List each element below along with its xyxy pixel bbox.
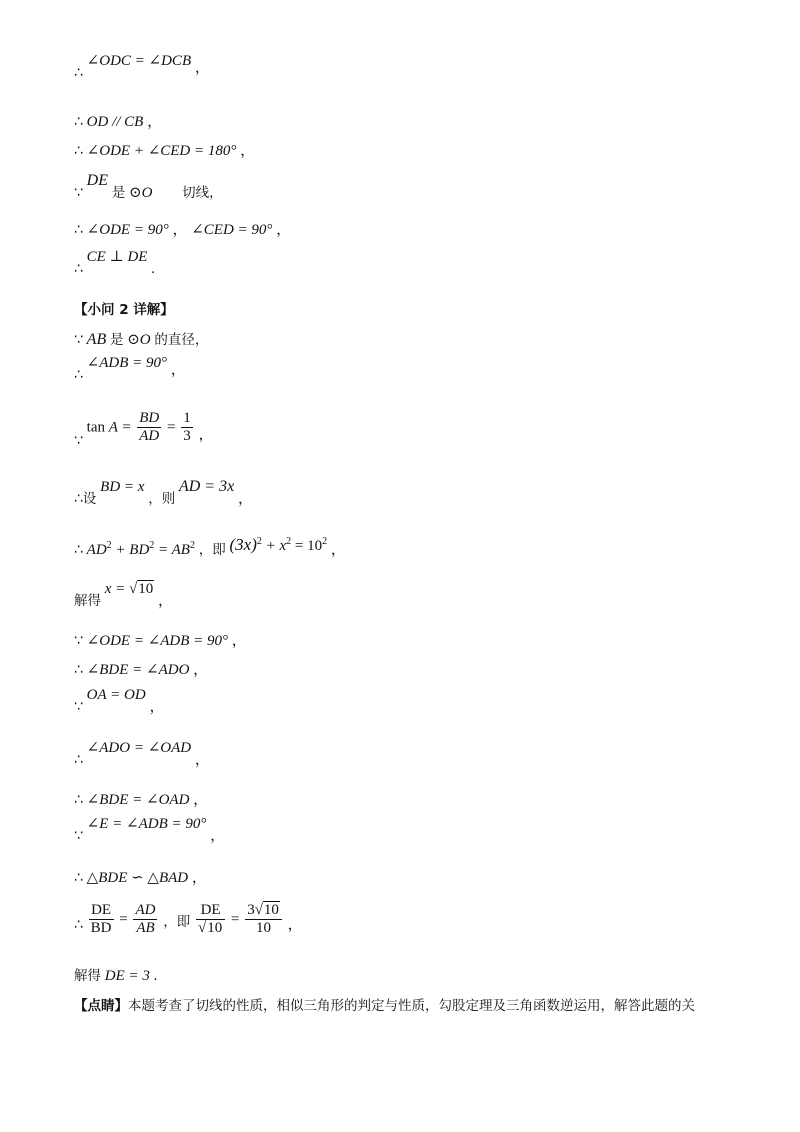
equals: = (119, 911, 128, 928)
equation: ∠E = ∠ADB = 90° (86, 816, 207, 832)
text: ，即 (163, 913, 191, 930)
step-line-1 (74, 53, 210, 81)
denominator: AD (139, 428, 160, 445)
step-line-16 (74, 740, 210, 768)
because-symbol: ∵ (74, 633, 83, 649)
equation-part: (3x) (229, 535, 257, 554)
fraction (181, 410, 193, 446)
numerator: DE (89, 902, 114, 920)
therefore-symbol: ∴ (74, 65, 83, 81)
equation: ∠ODC = ∠DCB (86, 53, 192, 69)
fraction (133, 902, 157, 938)
step-line-18 (74, 816, 226, 844)
equals: = (230, 911, 240, 928)
text: ，则 (148, 491, 176, 507)
step-line-7 (74, 330, 208, 350)
commentary-text: 本题考查了切线的性质，相似三角形的判定与性质，勾股定理及三角函数逆运用，解答此题的关 (128, 998, 695, 1014)
step-line-17 (74, 790, 208, 810)
tan-function: tan (86, 419, 105, 436)
step-line-15 (74, 687, 165, 715)
text: 设 (82, 491, 97, 507)
equation: ∠BDE = ∠OAD (86, 792, 190, 808)
step-line-3 (74, 141, 255, 161)
punctuation: ， (276, 222, 292, 238)
exponent: 2 (322, 536, 328, 547)
radicand: 10 (138, 581, 154, 597)
step-line-12 (74, 581, 174, 609)
denominator: √10 (197, 920, 223, 937)
punctuation: ， (330, 542, 346, 558)
commentary (74, 996, 695, 1016)
punctuation: ， (193, 792, 209, 808)
therefore-symbol: ∴ (74, 143, 83, 159)
punctuation: ， (194, 752, 210, 768)
equation-part: = 10 (294, 538, 323, 554)
text: 切线， (182, 185, 223, 201)
therefore-symbol: ∴ (74, 222, 83, 238)
punctuation: ， (149, 699, 165, 715)
coefficient: 3 (247, 902, 255, 918)
exponent: 2 (189, 540, 195, 551)
fraction (245, 902, 282, 938)
circle-o: ⊙O (127, 332, 151, 348)
punctuation: ， (194, 60, 210, 76)
equals: = (167, 419, 176, 436)
equation: ∠ODE = 90° (86, 222, 169, 238)
therefore-symbol: ∴ (74, 792, 83, 808)
section-heading: 【小问 2 详解】 (74, 302, 174, 318)
equation: ∠ADO = ∠OAD (86, 740, 192, 756)
variable: A = (108, 419, 132, 436)
step-line-4 (74, 172, 223, 201)
punctuation: ， (287, 917, 303, 934)
equation: CE ⊥ DE (86, 249, 148, 265)
punctuation: ， (237, 491, 253, 507)
therefore-symbol: ∴ (74, 752, 83, 768)
step-line-6 (74, 249, 155, 277)
exponent: 2 (256, 536, 262, 547)
because-symbol: ∵ (74, 828, 83, 844)
punctuation: ， (231, 633, 247, 649)
fraction (196, 902, 225, 938)
equation: ∠ADB = 90° (86, 355, 168, 371)
numerator: AD (133, 902, 157, 920)
step-line-13 (74, 631, 247, 651)
exponent: 2 (149, 540, 155, 551)
therefore-symbol: ∴ (74, 542, 83, 558)
punctuation: ， (158, 593, 174, 609)
punctuation: ， (198, 427, 214, 444)
equation: AD = 3x (178, 478, 235, 495)
step-line-14 (74, 660, 208, 680)
step-line-5 (74, 220, 291, 240)
punctuation: ， (240, 143, 256, 159)
because-symbol: ∵ (74, 699, 83, 715)
equation: ∠BDE = ∠ADO (86, 662, 190, 678)
text: 解得 (74, 593, 101, 609)
therefore-symbol: ∴ (74, 491, 83, 507)
therefore-symbol: ∴ (74, 870, 83, 886)
step-line-11 (74, 536, 346, 560)
punctuation: . (151, 261, 155, 277)
equation: x = (104, 581, 126, 597)
punctuation: ， (193, 662, 209, 678)
step-line-20 (74, 902, 303, 938)
numerator: 1 (181, 410, 193, 428)
step-line-8 (74, 355, 186, 383)
radicand: 10 (207, 920, 223, 937)
punctuation: . (153, 968, 158, 984)
denominator: 3 (183, 428, 191, 445)
circle-o: ⊙O (129, 185, 153, 201)
numerator: DE (196, 902, 225, 920)
variable: DE (86, 172, 108, 189)
sqrt-expression: √10 (129, 581, 154, 597)
text: ，即 (198, 542, 226, 558)
equation: OD // CB (86, 114, 144, 130)
punctuation: ， (191, 870, 207, 886)
variable: AB (86, 331, 107, 348)
step-line-9 (74, 410, 214, 449)
numerator: 3√10 (245, 902, 282, 920)
punctuation: ， (147, 114, 163, 130)
step-line-2 (74, 112, 162, 132)
therefore-symbol: ∴ (74, 261, 83, 277)
denominator: BD (90, 920, 112, 937)
equation: DE = 3 (104, 968, 150, 984)
because-symbol: ∵ (74, 433, 83, 450)
fraction (137, 410, 161, 446)
because-symbol: ∵ (74, 185, 83, 201)
equation: ∠CED = 90° (191, 222, 273, 238)
equation: ∠ODE + ∠CED = 180° (86, 143, 237, 159)
commentary-label: 【点睛】 (74, 998, 128, 1014)
radicand: 10 (263, 902, 279, 918)
denominator: 10 (256, 920, 272, 937)
therefore-symbol: ∴ (74, 917, 83, 934)
equation-part: AD (86, 542, 107, 558)
therefore-symbol: ∴ (74, 114, 83, 130)
punctuation: ， (172, 222, 188, 238)
denominator: AB (136, 920, 155, 937)
text: 的直径， (154, 332, 209, 348)
therefore-symbol: ∴ (74, 662, 83, 678)
punctuation: ， (210, 828, 226, 844)
equation-part: = AB (158, 542, 190, 558)
equation: BD = x (100, 479, 145, 495)
step-line-21 (74, 966, 157, 986)
text: 是 (111, 185, 126, 201)
equation: OA = OD (86, 687, 146, 703)
punctuation: ， (170, 362, 186, 378)
because-symbol: ∵ (74, 332, 83, 348)
therefore-symbol: ∴ (74, 367, 83, 383)
exponent: 2 (286, 536, 292, 547)
exponent: 2 (106, 540, 112, 551)
equation-part: + x (265, 538, 287, 554)
fraction (89, 902, 114, 938)
step-line-10 (74, 478, 253, 507)
text: 解得 (74, 968, 101, 984)
numerator: BD (137, 410, 161, 428)
equation: ∠ODE = ∠ADB = 90° (86, 633, 229, 649)
step-line-19 (74, 868, 207, 888)
text: 是 (109, 332, 124, 348)
equation: △BDE ∽ △BAD (86, 870, 189, 886)
equation-part: + BD (115, 542, 150, 558)
